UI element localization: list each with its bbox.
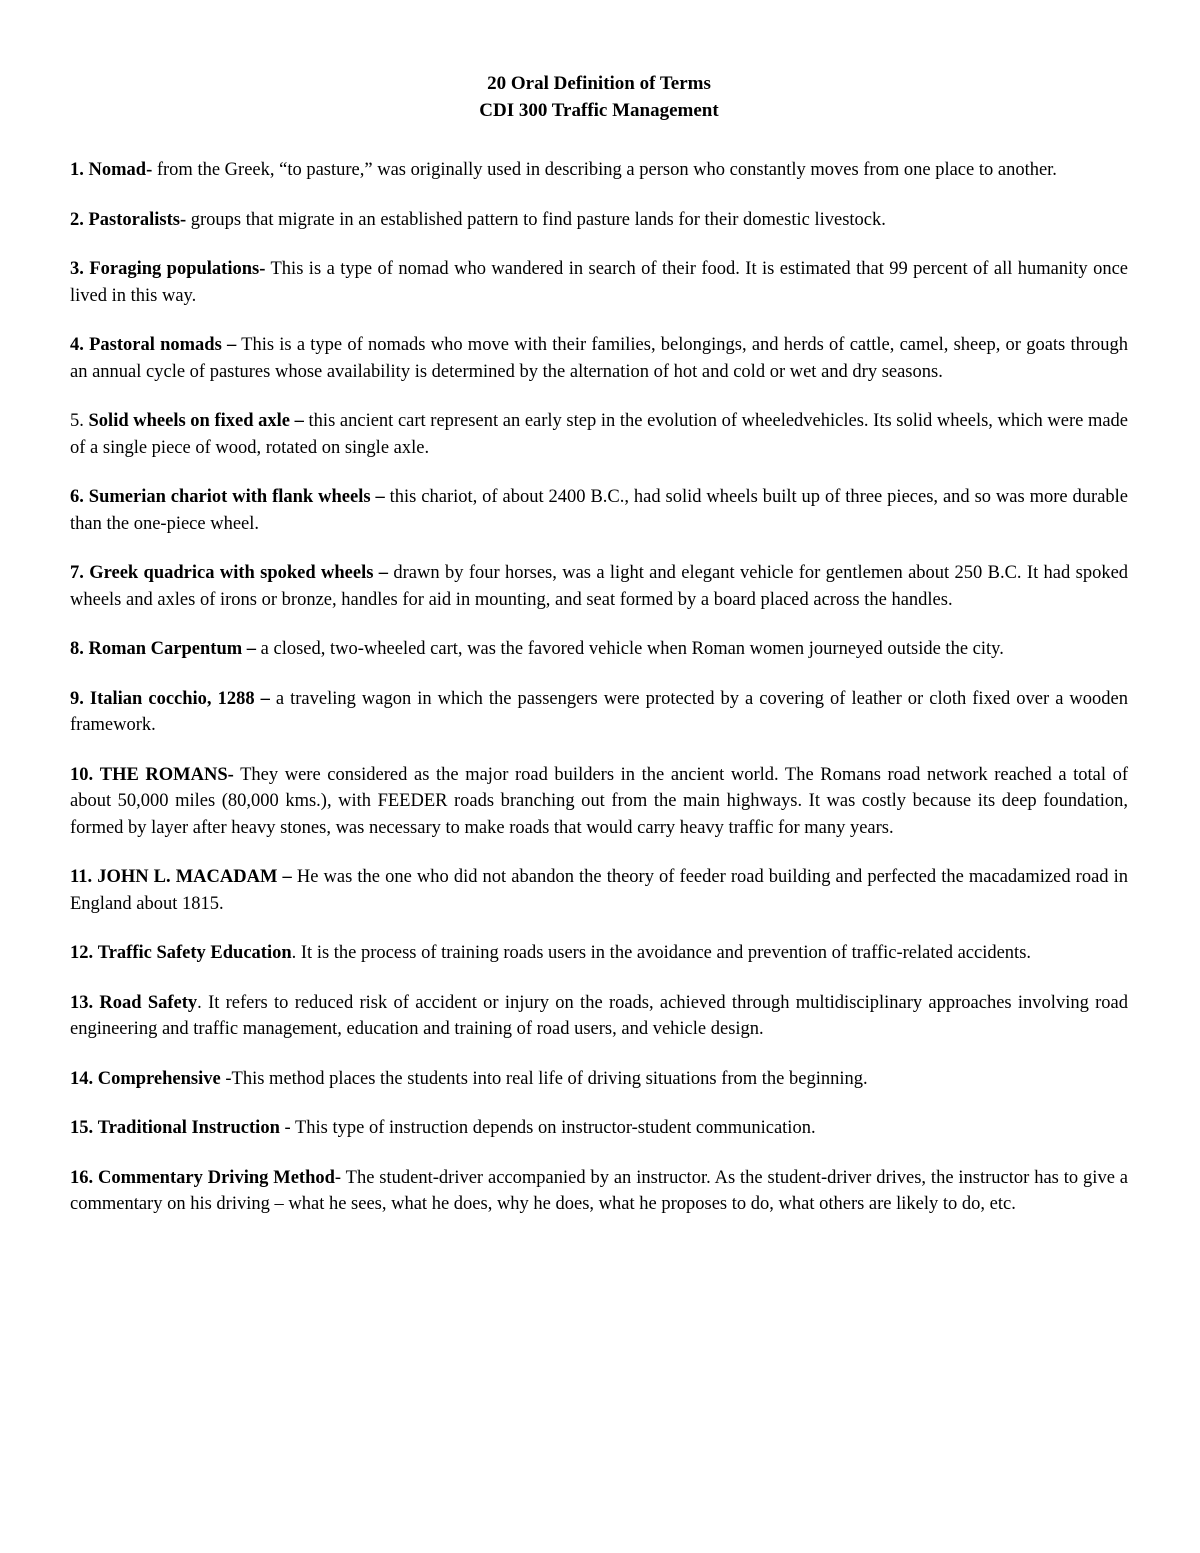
- term-separator: –: [282, 867, 292, 887]
- term-number: 8.: [70, 639, 84, 659]
- term-name: Sumerian chariot with flank wheels: [88, 487, 371, 507]
- term-definition: this ancient cart represent an early step in the evolution of wheeledvehicles. Its solid wheels, which were made of a single piece of wood, rotated on single axle.: [70, 411, 1129, 458]
- term-definition: They were considered as the major road builders in the ancient world. The Romans road network reached a total of about 50,000 miles (80,000 kms.), with FEEDER roads branching out from the main highways. It was costly because its deep foundation, formed by layer after heavy stones, was necessary to make roads that would carry heavy traffic for many years.: [70, 764, 1129, 838]
- term-item-11: [70, 864, 1128, 917]
- term-name: Foraging populations: [89, 259, 260, 279]
- term-separator: -: [146, 160, 153, 180]
- term-number: 16.: [70, 1167, 94, 1188]
- term-separator: .: [291, 943, 297, 963]
- term-definition: from the Greek, “to pasture,” was originally used in describing a person who constantly moves from one place to another.: [156, 160, 1057, 180]
- term-item-5: [70, 408, 1128, 461]
- term-separator: –: [378, 563, 389, 583]
- term-separator: –: [246, 639, 257, 659]
- term-definition: groups that migrate in an established pattern to find pasture lands for their domestic livestock.: [190, 209, 886, 230]
- term-item-12: [70, 940, 1128, 967]
- term-definition: a closed, two-wheeled cart, was the favored vehicle when Roman women journeyed outside the city.: [260, 639, 1004, 659]
- term-name: Nomad: [88, 160, 147, 180]
- term-separator: .: [197, 992, 202, 1013]
- term-name: Traffic Safety Education: [97, 943, 292, 963]
- term-item-4: [70, 332, 1128, 385]
- term-number: 7.: [70, 563, 84, 583]
- term-item-7: [70, 560, 1128, 613]
- term-number: 14.: [70, 1068, 94, 1089]
- term-separator: -: [334, 1167, 342, 1188]
- term-name: Solid wheels on fixed axle: [88, 411, 291, 431]
- term-number: 13.: [70, 992, 94, 1013]
- term-item-8: [70, 636, 1128, 663]
- term-number: 1.: [70, 160, 84, 180]
- term-definition: This type of instruction depends on instructor-student communication.: [294, 1118, 816, 1138]
- term-name: Traditional Instruction: [97, 1118, 280, 1138]
- term-separator: –: [375, 487, 385, 507]
- term-item-1: [70, 157, 1128, 184]
- term-definition: this chariot, of about 2400 B.C., had solid wheels built up of three pieces, and so was more durable than the one-piece wheel.: [70, 487, 1129, 534]
- term-definition: It refers to reduced risk of accident or injury on the roads, achieved through multidisciplinary approaches involving road engineering and traffic management, education and training of road users, and vehicle design.: [70, 992, 1128, 1039]
- term-number: 5.: [70, 411, 84, 431]
- term-definition: He was the one who did not abandon the theory of feeder road building and perfected the macadamized road in England about 1815.: [70, 867, 1129, 914]
- term-definition: drawn by four horses, was a light and elegant vehicle for gentlemen about 250 B.C. It had spoked wheels and axles of irons or bronze, handles for aid in mounting, and seat formed by a board placed across the handles.: [70, 563, 1129, 610]
- term-definition: It is the process of training roads users in the avoidance and prevention of traffic-related accidents.: [300, 943, 1032, 963]
- term-number: 10.: [70, 764, 94, 785]
- term-name: Commentary Driving Method: [98, 1167, 335, 1188]
- term-number: 11.: [70, 867, 93, 887]
- term-name: THE ROMANS: [99, 764, 228, 785]
- document-subtitle: CDI 300 Traffic Management: [479, 100, 719, 121]
- term-number: 2.: [70, 209, 84, 230]
- term-item-2: [70, 207, 1128, 234]
- term-definition: This is a type of nomads who move with their families, belongings, and herds of cattle, camel, sheep, or goats through an annual cycle of pastures whose availability is determined by the alternation of hot and cold or wet and dry seasons.: [70, 335, 1129, 382]
- term-item-3: [70, 256, 1128, 309]
- term-number: 12.: [70, 943, 94, 963]
- term-separator: -: [179, 209, 187, 230]
- term-name: JOHN L. MACADAM: [97, 867, 278, 887]
- term-name: Roman Carpentum: [88, 639, 243, 659]
- term-name: Greek quadrica with spoked wheels: [89, 563, 374, 583]
- term-separator: -: [284, 1118, 291, 1138]
- term-name: Comprehensive: [97, 1068, 221, 1089]
- title-block: [70, 70, 1128, 124]
- document-page: [70, 70, 1128, 1241]
- term-number: 6.: [70, 487, 84, 507]
- term-item-15: [70, 1115, 1128, 1142]
- term-item-6: [70, 484, 1128, 537]
- term-definition: This is a type of nomad who wandered in search of their food. It is estimated that 99 percent of all humanity once lived in this way.: [70, 259, 1129, 306]
- term-item-16: [70, 1165, 1128, 1218]
- term-number: 15.: [70, 1118, 94, 1138]
- term-item-13: [70, 990, 1128, 1043]
- term-number: 3.: [70, 259, 84, 279]
- term-name: Pastoral nomads: [89, 335, 222, 355]
- term-item-10: [70, 762, 1128, 842]
- term-definition: This method places the students into real life of driving situations from the beginning.: [231, 1068, 868, 1089]
- term-name: Pastoralists: [88, 209, 180, 230]
- term-separator: –: [294, 411, 304, 431]
- term-name: Road Safety: [99, 992, 198, 1013]
- term-definition: The student-driver accompanied by an instructor. As the student-driver drives, the instructor has to give a commentary on his driving – what he sees, what he does, why he does, what he proposes to do, what others are likely to do, etc.: [70, 1167, 1129, 1214]
- term-number: 9.: [70, 688, 84, 709]
- term-separator: -: [259, 259, 266, 279]
- document-title: 20 Oral Definition of Terms: [487, 73, 711, 94]
- term-definition: a traveling wagon in which the passengers were protected by a covering of leather or cloth fixed over a wooden framework.: [70, 688, 1129, 735]
- term-item-14: [70, 1066, 1128, 1093]
- term-item-9: [70, 686, 1128, 739]
- term-separator: –: [260, 688, 270, 709]
- term-name: Italian cocchio, 1288: [89, 688, 255, 709]
- term-separator: –: [227, 335, 237, 355]
- term-separator: -: [225, 1068, 232, 1089]
- term-number: 4.: [70, 335, 84, 355]
- term-separator: -: [227, 764, 234, 785]
